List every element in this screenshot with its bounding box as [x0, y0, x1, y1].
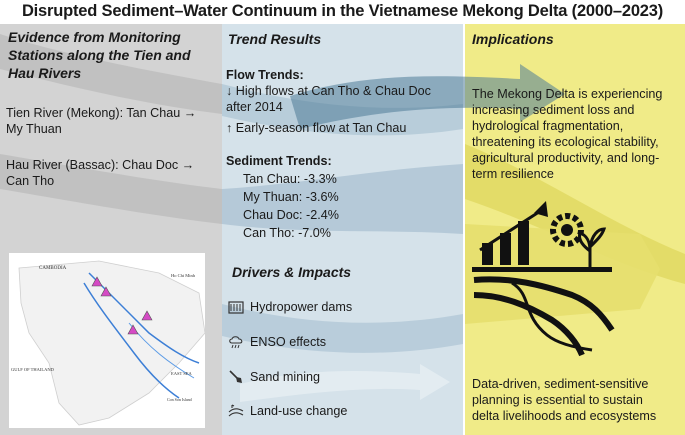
implications-p2-line: Data-driven, sediment-sensitive — [472, 377, 649, 391]
flow-trend-1a: ↓ High flows at Can Tho & Chau Doc — [226, 84, 431, 98]
evidence-heading-line1: Evidence from Monitoring — [8, 29, 181, 45]
drivers-heading: Drivers & Impacts — [232, 264, 352, 280]
flow-trend-1b: after 2014 — [226, 100, 283, 114]
driver-enso — [228, 332, 326, 352]
implications-p2-line: planning is essential to sustain — [472, 393, 643, 407]
tien-line2: My Thuan — [6, 122, 62, 136]
implications-p1-line: The Mekong Delta is experiencing — [472, 87, 663, 101]
bar-1 — [482, 243, 493, 265]
sediment-list — [243, 170, 339, 242]
bar-3 — [518, 221, 529, 265]
sediment-item: My Thuan: -3.6% — [243, 190, 339, 204]
shovel-icon — [228, 369, 244, 385]
evidence-heading-line3: Hau Rivers — [8, 65, 82, 81]
figure-title: Disrupted Sediment–Water Continuum in the Vietnamese Mekong Delta (2000–2023) — [21, 2, 664, 20]
sediment-heading: Sediment Trends: — [226, 154, 332, 168]
implications-p1-line: term resilience — [472, 167, 554, 181]
map-label-gulf: GULF OF THAILAND — [11, 367, 54, 372]
implications-p2-line: delta livelihoods and ecosystems — [472, 409, 657, 423]
tien-river-text — [6, 105, 196, 137]
driver-land-use — [228, 401, 347, 421]
cloud-rain-icon — [228, 334, 244, 350]
map-label-cambodia: CAMBODIA — [39, 266, 67, 271]
bar-2 — [500, 233, 511, 265]
implications-paragraph-2 — [472, 376, 656, 424]
evidence-heading — [8, 28, 191, 82]
driver-label: Sand mining — [250, 370, 321, 384]
sediment-item: Can Tho: -7.0% — [243, 226, 331, 240]
driver-hydropower — [228, 297, 352, 317]
river-path — [512, 283, 592, 350]
flow-trend-2: ↑ Early-season flow at Tan Chau — [226, 121, 407, 135]
flow-heading: Flow Trends: — [226, 68, 304, 82]
plant-icon — [579, 229, 604, 267]
flow-trend-1 — [226, 83, 431, 115]
evidence-heading-line2: Stations along the Tien and — [8, 47, 191, 63]
driver-label: ENSO effects — [250, 335, 327, 349]
implications-p1-line: agricultural productivity, and long- — [472, 151, 660, 165]
sediment-item: Chau Doc: -2.4% — [243, 208, 339, 222]
hau-line1: Hau River (Bassac): Chau Doc → — [6, 158, 195, 172]
implications-p1-line: increasing sediment loss and — [472, 103, 635, 117]
field-rows — [474, 279, 612, 330]
driver-label: Land-use change — [250, 404, 348, 418]
ground-line — [472, 267, 612, 272]
hau-river-text — [6, 157, 194, 189]
implications-paragraph-1 — [472, 86, 662, 182]
land-icon — [228, 403, 244, 419]
driver-sand-mining — [228, 367, 320, 387]
dam-icon — [228, 299, 244, 315]
tien-line1: Tien River (Mekong): Tan Chau → — [6, 106, 197, 120]
trend-heading: Trend Results — [228, 31, 322, 47]
delta-map — [9, 253, 205, 428]
map-label-eastsea: EAST SEA — [171, 371, 192, 376]
map-label-conson: Con Son Island — [167, 397, 192, 402]
agriculture-growth-icon — [472, 195, 622, 360]
implications-heading: Implications — [472, 31, 554, 47]
sediment-item: Tan Chau: -3.3% — [243, 172, 337, 186]
driver-label: Hydropower dams — [250, 300, 353, 314]
implications-p1-line: threatening its ecological stability, — [472, 135, 659, 149]
map-label-hcm: Ho Chi Minh — [171, 273, 196, 278]
hau-line2: Can Tho — [6, 174, 55, 188]
implications-p1-line: hydrological fragmentation, — [472, 119, 624, 133]
map-graphic — [9, 253, 205, 428]
